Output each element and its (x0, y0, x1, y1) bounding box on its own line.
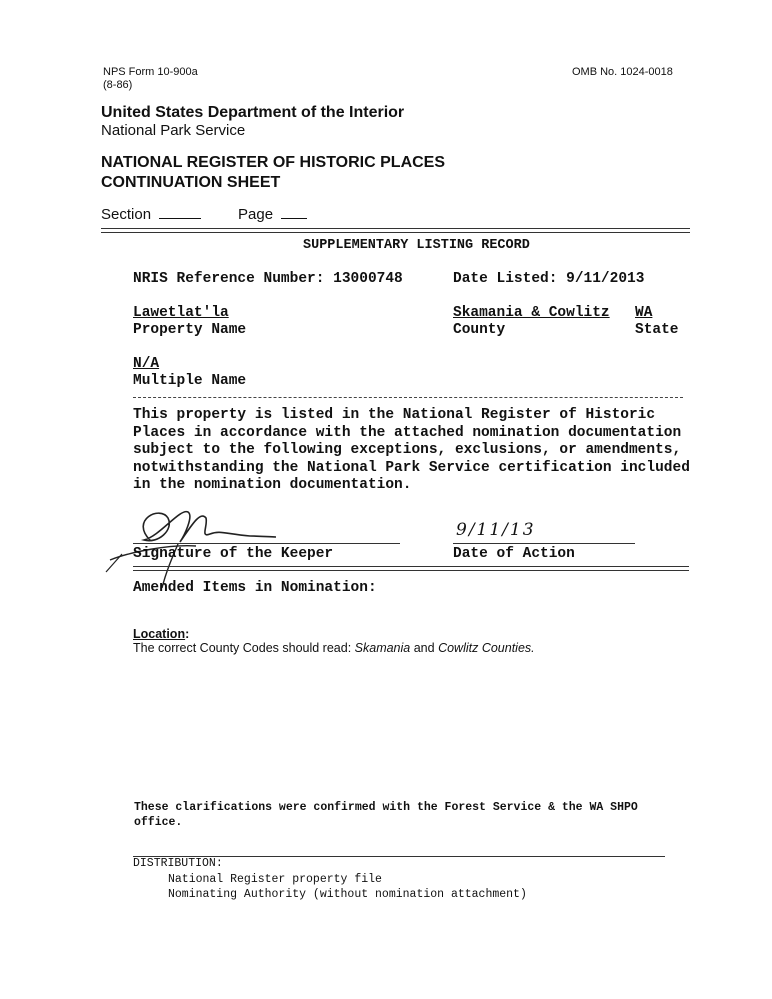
section-field (101, 206, 201, 223)
distribution-list (168, 872, 527, 902)
county-label: County (453, 322, 506, 338)
multiple-name-value: N/A (133, 356, 160, 372)
county-value: Skamania & Cowlitz (453, 305, 610, 321)
signature-label: Signature of the Keeper (133, 546, 334, 562)
date-listed (453, 271, 644, 287)
page-label: Page (238, 206, 274, 223)
date-listed-label: Date Listed: (453, 271, 558, 287)
action-date-line (453, 543, 635, 544)
section-blank (159, 218, 201, 219)
nris-label: NRIS Reference Number: (133, 271, 325, 287)
amendment-text: The correct County Codes should read: (133, 641, 355, 655)
keeper-signature (100, 500, 280, 590)
clarification-line: office. (134, 816, 183, 829)
statement-line: subject to the following exceptions, exclusions, or amendments, (133, 442, 682, 458)
omb-number: OMB No. 1024-0018 (572, 66, 673, 78)
property-name-value: Lawetlat'la (133, 305, 229, 321)
amended-items-heading: Amended Items in Nomination: (133, 580, 377, 596)
record-double-rule (133, 566, 689, 571)
nris-reference (133, 271, 403, 287)
clarification-note (134, 800, 638, 830)
state-value: WA (635, 305, 653, 321)
page-field (238, 206, 307, 223)
form-date: (8-86) (103, 79, 133, 91)
form-title-line1: NATIONAL REGISTER OF HISTORIC PLACES (101, 154, 446, 171)
header-double-rule (101, 228, 690, 233)
dashed-separator (133, 397, 683, 398)
action-date-handwritten: 9/11/13 (456, 520, 536, 540)
distribution-item: National Register property file (168, 873, 382, 886)
state-label: State (635, 322, 679, 338)
nris-number: 13000748 (333, 271, 403, 287)
clarification-line: These clarifications were confirmed with the Forest Service & the WA SHPO (134, 801, 638, 814)
statement-line: Places in accordance with the attached nomination documentation (133, 424, 682, 441)
date-listed-value: 9/11/2013 (566, 271, 645, 287)
location-heading-colon: : (185, 627, 190, 641)
listing-statement (133, 407, 690, 495)
action-date-label: Date of Action (453, 546, 575, 562)
property-name-label: Property Name (133, 322, 247, 338)
form-title-line2: CONTINUATION SHEET (101, 174, 281, 191)
department-name: United States Department of the Interior (101, 104, 405, 121)
county-cowlitz: Cowlitz Counties. (438, 641, 535, 655)
record-heading: SUPPLEMENTARY LISTING RECORD (303, 238, 530, 253)
statement-line: notwithstanding the National Park Service certification included (133, 459, 690, 476)
distribution-heading: DISTRIBUTION: (133, 857, 223, 870)
location-amendment (133, 641, 535, 655)
multiple-name-label: Multiple Name (133, 373, 247, 389)
page-blank (281, 218, 307, 219)
signature-line (133, 543, 400, 544)
statement-line: This property is listed in the National Register of Historic (133, 407, 656, 423)
section-label: Section (101, 206, 152, 223)
distribution-item: Nominating Authority (without nomination attachment) (168, 888, 527, 901)
location-heading-text: Location (133, 627, 186, 641)
service-name: National Park Service (101, 122, 246, 139)
location-heading (133, 627, 189, 641)
statement-line: in the nomination documentation. (133, 477, 412, 493)
amendment-conjunction: and (410, 641, 439, 655)
county-skamania: Skamania (354, 641, 411, 655)
form-number: NPS Form 10-900a (103, 66, 198, 78)
